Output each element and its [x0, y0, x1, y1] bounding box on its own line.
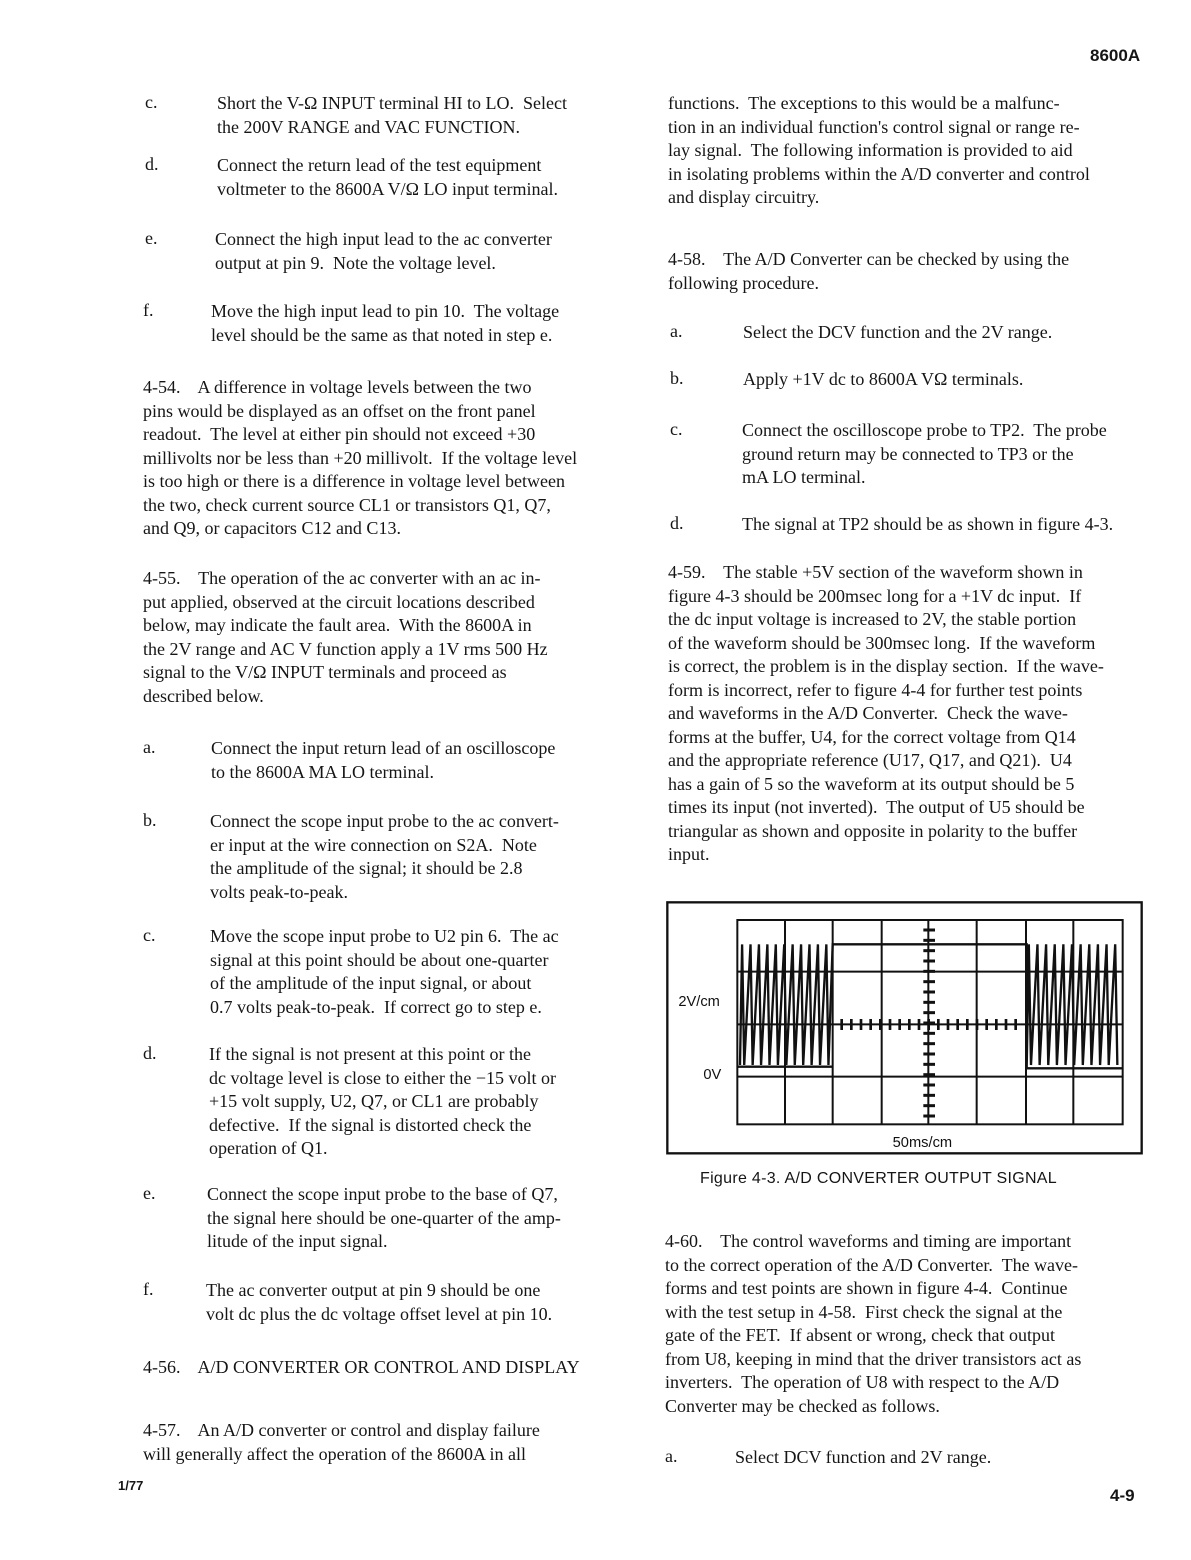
text-line: 4-60. The control waveforms and timing are important	[665, 1231, 1072, 1251]
step-text	[209, 1043, 556, 1161]
text-line: and display circuitry.	[668, 187, 820, 207]
paragraph-4-57-continued	[668, 92, 1090, 210]
text-line: has a gain of 5 so the waveform at its output should be 5	[668, 773, 1075, 794]
text-line: 4-56. A/D CONVERTER OR CONTROL AND DISPLAY	[143, 1357, 580, 1377]
text-line: and the appropriate reference (U17, Q17, and Q21). U4	[668, 750, 1072, 770]
text-line: signal to the V/Ω INPUT terminals and proceed as	[143, 662, 507, 682]
text-line: defective. If the signal is distorted check the	[209, 1114, 532, 1135]
text-line: is too high or there is a difference in voltage level between	[143, 471, 566, 491]
text-line: signal at this point should be about one-quarter	[210, 949, 549, 970]
text-line: Apply +1V dc to 8600A VΩ terminals.	[743, 369, 1024, 389]
text-line: millivolts nor be less than +20 millivolt. If the voltage level	[143, 447, 578, 468]
step-text	[207, 1183, 561, 1254]
text-line: Move the scope input probe to U2 pin 6. The ac	[210, 926, 559, 946]
page-header-model: 8600A	[1090, 46, 1141, 65]
step-text	[210, 925, 559, 1019]
text-line: the amplitude of the signal; it should be 2.8	[210, 858, 523, 878]
text-line: volts peak-to-peak.	[210, 881, 348, 902]
step-label: e.	[145, 228, 158, 248]
text-line: Converter may be checked as follows.	[665, 1395, 940, 1416]
step-text	[742, 513, 1113, 537]
text-line: 4-58. The A/D Converter can be checked by using the	[668, 249, 1070, 269]
step-label: a.	[665, 1446, 678, 1466]
text-line: the two, check current source CL1 or transistors Q1, Q7,	[143, 494, 551, 515]
text-line: The ac converter output at pin 9 should be one	[206, 1280, 541, 1300]
step-text	[215, 228, 552, 275]
text-line: Connect the input return lead of an oscilloscope	[211, 738, 556, 758]
text-line: lay signal. The following information is provided to aid	[668, 140, 1073, 160]
text-line: 4-57. An A/D converter or control and display failure	[143, 1420, 540, 1440]
text-line: Select the DCV function and the 2V range.	[743, 322, 1053, 342]
step-label: d.	[143, 1043, 157, 1063]
paragraph-4-57	[143, 1419, 540, 1466]
step-text	[743, 368, 1023, 392]
text-line: input.	[668, 844, 710, 864]
text-line: the dc input voltage is increased to 2V, the stable portion	[668, 609, 1077, 629]
text-line: The signal at TP2 should be as shown in figure 4-3.	[742, 514, 1114, 534]
text-line: Select DCV function and 2V range.	[735, 1447, 992, 1467]
step-text	[211, 737, 555, 784]
text-line: level should be the same as that noted in step e.	[211, 324, 553, 345]
text-line: below, may indicate the fault area. With the 8600A in	[143, 615, 532, 635]
step-text	[742, 419, 1107, 490]
text-line: 4-54. A difference in voltage levels between the two	[143, 377, 532, 397]
step-label: b.	[143, 810, 157, 830]
text-line: forms and test points are shown in figure 4-4. Continue	[665, 1278, 1068, 1298]
step-label: d.	[670, 513, 684, 533]
step-label: c.	[143, 925, 156, 945]
text-line: with the test setup in 4-58. First check the signal at the	[665, 1301, 1063, 1322]
text-line: tion in an individual function's control signal or range re-	[668, 116, 1080, 137]
text-line: forms at the buffer, U4, for the correct voltage from Q14	[668, 726, 1076, 747]
oscilloscope-figure	[660, 895, 1150, 1195]
text-line: volt dc plus the dc voltage offset level at pin 10.	[206, 1303, 553, 1324]
section-heading-4-56	[143, 1356, 580, 1380]
text-line: of the waveform should be 300msec long. If the waveform	[668, 632, 1096, 653]
text-line: mA LO terminal.	[742, 467, 866, 487]
text-line: pins would be displayed as an offset on the front panel	[143, 400, 536, 421]
step-text	[210, 810, 559, 904]
paragraph-4-54	[143, 376, 577, 541]
text-line: Short the V-Ω INPUT terminal HI to LO. Select	[217, 93, 568, 113]
text-line: form is incorrect, refer to figure 4-4 for further test points	[668, 679, 1083, 700]
text-line: functions. The exceptions to this would be a malfunc-	[668, 93, 1060, 113]
text-line: and Q9, or capacitors C12 and C13.	[143, 518, 401, 538]
text-line: 4-59. The stable +5V section of the waveform shown in	[668, 562, 1083, 582]
step-text	[217, 92, 567, 139]
text-line: inverters. The operation of U8 with respect to the A/D	[665, 1372, 1060, 1392]
step-label: b.	[670, 368, 684, 388]
text-line: voltmeter to the 8600A V/Ω LO input terminal.	[217, 178, 558, 199]
text-line: from U8, keeping in mind that the driver transistors act as	[665, 1348, 1082, 1369]
step-text	[206, 1279, 552, 1326]
text-line: operation of Q1.	[209, 1138, 328, 1158]
figure-frame	[667, 902, 1141, 1153]
footer-page-number: 4-9	[1110, 1486, 1135, 1505]
text-line: figure 4-3 should be 200msec long for a +1V dc input. If	[668, 585, 1082, 606]
text-line: described below.	[143, 685, 264, 706]
step-label: e.	[143, 1183, 156, 1203]
text-line: If the signal is not present at this point or the	[209, 1044, 531, 1064]
horizontal-scale-label: 50ms/cm	[892, 1135, 953, 1151]
vertical-scale-label: 2V/cm	[678, 994, 720, 1010]
paragraph-4-60	[665, 1230, 1081, 1418]
footer-date: 1/77	[118, 1478, 144, 1493]
step-label: c.	[145, 92, 158, 112]
text-line: readout. The level at either pin should not exceed +30	[143, 424, 536, 444]
text-line: Connect the return lead of the test equipment	[217, 155, 542, 175]
text-line: output at pin 9. Note the voltage level.	[215, 252, 496, 273]
text-line: and waveforms in the A/D Converter. Check the wave-	[668, 703, 1068, 723]
text-line: in isolating problems within the A/D converter and control	[668, 163, 1090, 184]
text-line: litude of the input signal.	[207, 1231, 388, 1251]
step-text	[211, 300, 559, 347]
text-line: is correct, the problem is in the display section. If the wave-	[668, 656, 1104, 676]
text-line: Connect the high input lead to the ac converter	[215, 229, 552, 249]
text-line: following procedure.	[668, 272, 819, 293]
text-line: of the amplitude of the input signal, or about	[210, 973, 532, 993]
text-line: the 200V RANGE and VAC FUNCTION.	[217, 116, 521, 137]
step-label: c.	[670, 419, 683, 439]
text-line: put applied, observed at the circuit locations described	[143, 591, 535, 612]
text-line: +15 volt supply, U2, Q7, or CL1 are probably	[209, 1091, 539, 1111]
paragraph-4-59	[668, 561, 1104, 867]
paragraph-4-55	[143, 567, 548, 708]
text-line: ground return may be connected to TP3 or the	[742, 443, 1074, 464]
text-line: Connect the oscilloscope probe to TP2. The probe	[742, 420, 1107, 440]
step-label: a.	[143, 737, 156, 757]
step-text	[217, 154, 558, 201]
text-line: Move the high input lead to pin 10. The voltage	[211, 301, 560, 321]
figure-caption: Figure 4-3. A/D CONVERTER OUTPUT SIGNAL	[700, 1170, 1057, 1187]
text-line: to the correct operation of the A/D Converter. The wave-	[665, 1254, 1079, 1275]
step-label: d.	[145, 154, 159, 174]
step-text	[735, 1446, 991, 1470]
waveform-trace	[737, 944, 1122, 1068]
step-label: a.	[670, 321, 683, 341]
text-line: 4-55. The operation of the ac converter with an ac in-	[143, 568, 541, 588]
text-line: to the 8600A MA LO terminal.	[211, 761, 434, 782]
text-line: Connect the scope input probe to the base of Q7,	[207, 1184, 558, 1204]
step-label: f.	[143, 1279, 154, 1299]
text-line: triangular as shown and opposite in polarity to the buffer	[668, 820, 1078, 841]
text-line: Connect the scope input probe to the ac convert-	[210, 811, 559, 831]
zero-volt-label: 0V	[703, 1067, 722, 1083]
step-label: f.	[143, 300, 154, 320]
text-line: the signal here should be one-quarter of the amp-	[207, 1207, 561, 1228]
paragraph-4-58	[668, 248, 1069, 295]
text-line: 0.7 volts peak-to-peak. If correct go to step e.	[210, 996, 542, 1017]
text-line: times its input (not inverted). The output of U5 should be	[668, 797, 1085, 817]
text-line: dc voltage level is close to either the −15 volt or	[209, 1067, 557, 1088]
text-line: gate of the FET. If absent or wrong, check that output	[665, 1325, 1056, 1345]
step-text	[743, 321, 1052, 345]
text-line: the 2V range and AC V function apply a 1V rms 500 Hz	[143, 638, 548, 659]
text-line: er input at the wire connection on S2A. Note	[210, 834, 537, 855]
text-line: will generally affect the operation of the 8600A in all	[143, 1443, 527, 1464]
